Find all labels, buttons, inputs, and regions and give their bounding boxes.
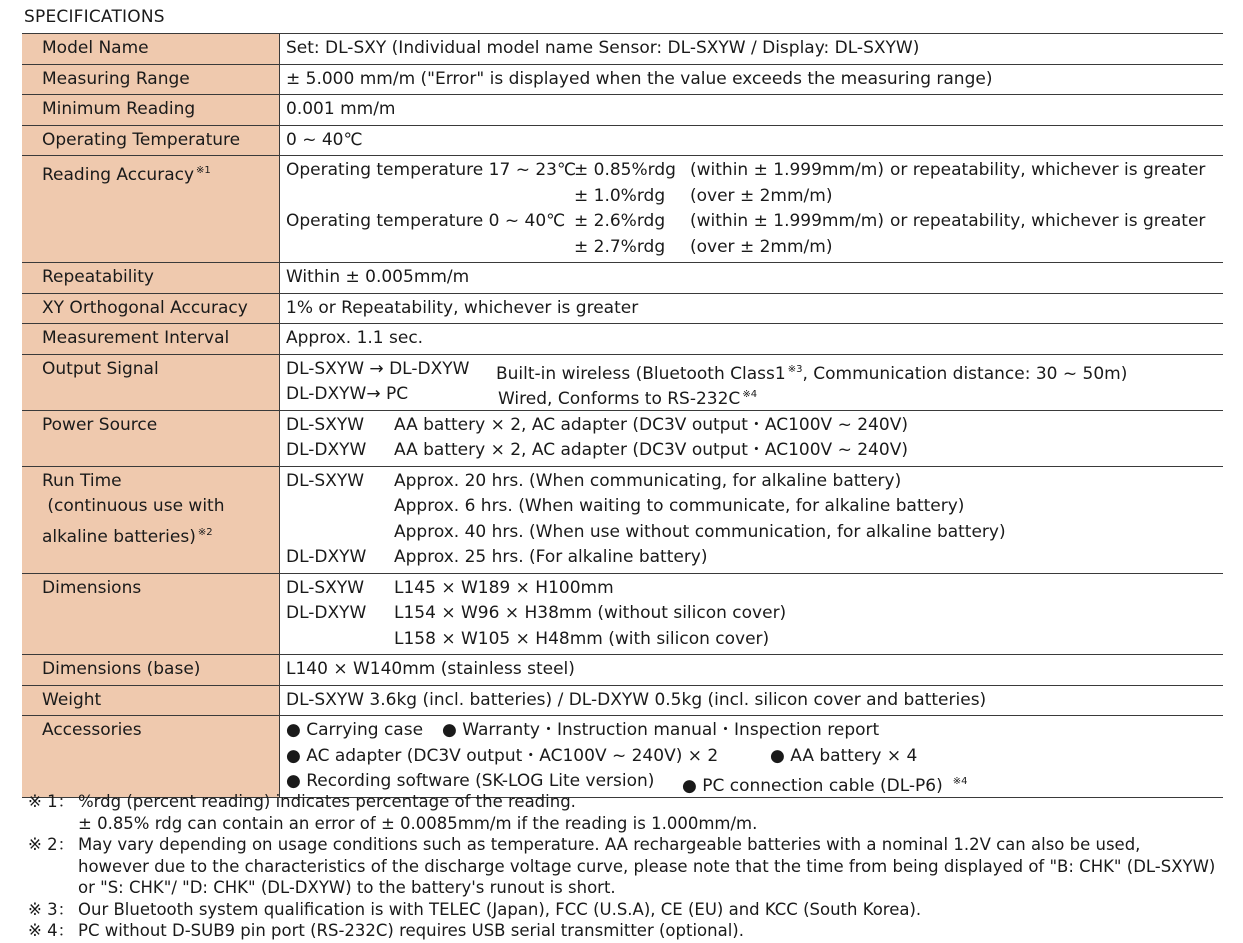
row-label-operating-temperature: Operating Temperature bbox=[22, 125, 280, 156]
runtime-line bbox=[286, 494, 1223, 520]
label-line: Run Time bbox=[42, 470, 122, 491]
runtime-text: Approx. 6 hrs. (When waiting to communicate, for alkaline battery) bbox=[394, 496, 965, 516]
power-line bbox=[286, 438, 1223, 464]
footnote-ref: ※2 bbox=[197, 526, 213, 538]
table-row bbox=[22, 64, 1223, 95]
footnote-mark: ※ 2： bbox=[28, 835, 75, 854]
label-line bbox=[42, 520, 279, 546]
accuracy-range: (within ± 1.999mm/m) bbox=[690, 160, 884, 180]
row-value-operating-temperature: 0 ~ 40℃ bbox=[280, 125, 1224, 156]
row-value-dimensions-base: L140 × W140mm (stainless steel) bbox=[280, 655, 1224, 686]
table-row bbox=[22, 466, 1223, 573]
row-value-reading-accuracy bbox=[280, 156, 1224, 263]
footnote-continuation: however due to the characteristics of the discharge voltage curve, please note that the time from being displayed of "B: CHK" (DL-SXYW) bbox=[78, 856, 1216, 876]
dimension-text: L145 × W189 × H100mm bbox=[394, 577, 614, 598]
accessory-text: ● PC connection cable (DL-P6) bbox=[682, 776, 943, 796]
table-row bbox=[22, 263, 1223, 294]
footnote-text: Our Bluetooth system qualification is with TELEC (Japan), FCC (U.S.A), CE (EU) and KCC (South Korea). bbox=[78, 899, 922, 919]
model-name: DL-SXYW bbox=[286, 470, 365, 491]
table-row bbox=[22, 716, 1223, 798]
signal-desc bbox=[498, 382, 757, 410]
row-label-repeatability: Repeatability bbox=[22, 263, 280, 294]
accessory-item: ● AA battery × 4 bbox=[770, 745, 918, 766]
accessory-item: ● AC adapter (DC3V output・AC100V ~ 240V) × 2 bbox=[286, 745, 719, 766]
footnote bbox=[28, 791, 1215, 813]
signal-desc-text: , Communication distance: 30 ~ 50m) bbox=[802, 363, 1128, 384]
table-row bbox=[22, 95, 1223, 126]
row-value-measuring-range: ± 5.000 mm/m ("Error" is displayed when the value exceeds the measuring range) bbox=[280, 64, 1224, 95]
accuracy-value: ± 0.85%rdg bbox=[574, 160, 676, 180]
signal-path: DL-DXYW→ PC bbox=[286, 384, 409, 404]
accessory-line bbox=[286, 744, 1223, 770]
accuracy-value: ± 2.6%rdg bbox=[574, 211, 666, 231]
row-label-power-source: Power Source bbox=[22, 410, 280, 466]
row-value-xy-orthogonal: 1% or Repeatability, whichever is greater bbox=[280, 293, 1224, 324]
accessory-item: ● Warranty・Instruction manual・Inspection report bbox=[442, 720, 880, 740]
signal-path: DL-SXYW → DL-DXYW bbox=[286, 358, 470, 379]
dimension-line bbox=[286, 601, 1223, 627]
footnote-ref: ※1 bbox=[196, 165, 211, 176]
accuracy-condition: Operating temperature 0 ~ 40℃ bbox=[286, 211, 566, 231]
power-text: AA battery × 2, AC adapter (DC3V output・AC100V ~ 240V) bbox=[394, 414, 908, 435]
runtime-text: Approx. 40 hrs. (When use without communication, for alkaline battery) bbox=[394, 521, 1006, 542]
table-row bbox=[22, 410, 1223, 466]
footnote bbox=[28, 920, 1215, 942]
power-text: AA battery × 2, AC adapter (DC3V output・AC100V ~ 240V) bbox=[394, 440, 908, 460]
footnote bbox=[28, 834, 1215, 856]
row-value-minimum-reading: 0.001 mm/m bbox=[280, 95, 1224, 126]
accessory-item: ● Recording software (SK-LOG Lite version) bbox=[286, 771, 655, 791]
accuracy-line bbox=[286, 158, 1223, 184]
model-name: DL-DXYW bbox=[286, 440, 367, 460]
row-label-dimensions-base: Dimensions (base) bbox=[22, 655, 280, 686]
accuracy-value: ± 1.0%rdg bbox=[574, 185, 666, 206]
table-row bbox=[22, 125, 1223, 156]
footnote-text: May vary depending on usage conditions such as temperature. AA rechargeable batteries with a nominal 1.2V can also be used, bbox=[78, 835, 1141, 854]
row-value-power-source bbox=[280, 410, 1224, 466]
dimension-text: L158 × W105 × H48mm (with silicon cover) bbox=[394, 628, 770, 649]
accuracy-condition: Operating temperature 17 ~ 23℃ bbox=[286, 160, 577, 180]
label-text: alkaline batteries) bbox=[42, 526, 196, 547]
accuracy-line bbox=[286, 235, 1223, 261]
row-value-model-name: Set: DL-SXY (Individual model name Sensor: DL-SXYW / Display: DL-SXYW) bbox=[280, 34, 1224, 65]
row-label-reading-accuracy bbox=[22, 156, 280, 263]
row-value-accessories bbox=[280, 716, 1224, 798]
row-label-dimensions: Dimensions bbox=[22, 573, 280, 655]
table-row bbox=[22, 293, 1223, 324]
accuracy-tail: or repeatability, whichever is greater bbox=[890, 160, 1206, 180]
accuracy-range: (over ± 2mm/m) bbox=[690, 185, 833, 206]
accessory-item: ● Carrying case bbox=[286, 720, 424, 740]
row-label-xy-orthogonal: XY Orthogonal Accuracy bbox=[22, 293, 280, 324]
footnote-ref: ※3 bbox=[787, 363, 803, 375]
signal-desc-text: Wired, Conforms to RS-232C bbox=[498, 389, 741, 409]
row-label-minimum-reading: Minimum Reading bbox=[22, 95, 280, 126]
dimension-line bbox=[286, 576, 1223, 602]
row-label-run-time bbox=[22, 466, 280, 573]
output-line bbox=[286, 382, 1223, 408]
specifications-table bbox=[22, 33, 1223, 798]
output-line bbox=[286, 357, 1223, 383]
table-row bbox=[22, 573, 1223, 655]
row-label-model-name: Model Name bbox=[22, 34, 280, 65]
table-row bbox=[22, 156, 1223, 263]
row-value-output-signal bbox=[280, 354, 1224, 410]
row-label-accessories: Accessories bbox=[22, 716, 280, 798]
accuracy-range: (over ± 2mm/m) bbox=[690, 236, 833, 257]
section-title: SPECIFICATIONS bbox=[24, 7, 165, 27]
row-label-measuring-range: Measuring Range bbox=[22, 64, 280, 95]
table-row bbox=[22, 655, 1223, 686]
row-label-weight: Weight bbox=[22, 685, 280, 716]
runtime-line bbox=[286, 545, 1223, 571]
accessory-line bbox=[286, 718, 1223, 744]
footnote-mark: ※ 4： bbox=[28, 921, 75, 940]
footnotes bbox=[28, 791, 1215, 942]
runtime-line bbox=[286, 469, 1223, 495]
accuracy-line bbox=[286, 209, 1223, 235]
power-line bbox=[286, 413, 1223, 439]
row-value-repeatability: Within ± 0.005mm/m bbox=[280, 263, 1224, 294]
runtime-text: Approx. 25 hrs. (For alkaline battery) bbox=[394, 547, 708, 567]
dimension-text: L154 × W96 × H38mm (without silicon cover) bbox=[394, 603, 787, 623]
footnote-continuation: ± 0.85% rdg can contain an error of ± 0.0085mm/m if the reading is 1.000mm/m. bbox=[78, 813, 758, 833]
footnote-mark: ※ 1： bbox=[28, 792, 75, 811]
accuracy-range: (within ± 1.999mm/m) bbox=[690, 211, 884, 231]
footnote-ref: ※4 bbox=[952, 776, 968, 787]
table-row bbox=[22, 354, 1223, 410]
row-value-measurement-interval: Approx. 1.1 sec. bbox=[280, 324, 1224, 355]
footnote-continuation: or "S: CHK"/ "D: CHK" (DL-DXYW) to the battery's runout is short. bbox=[78, 878, 616, 897]
table-row bbox=[22, 324, 1223, 355]
accuracy-line bbox=[286, 184, 1223, 210]
signal-desc-text: Built-in wireless (Bluetooth Class1 bbox=[496, 363, 786, 384]
runtime-text: Approx. 20 hrs. (When communicating, for alkaline battery) bbox=[394, 470, 902, 491]
dimension-line bbox=[286, 627, 1223, 653]
row-label-measurement-interval: Measurement Interval bbox=[22, 324, 280, 355]
model-name: DL-DXYW bbox=[286, 547, 367, 567]
row-value-dimensions bbox=[280, 573, 1224, 655]
model-name: DL-SXYW bbox=[286, 414, 365, 435]
footnote-mark: ※ 3： bbox=[28, 899, 75, 919]
footnote-ref: ※4 bbox=[742, 389, 758, 400]
table-row bbox=[22, 685, 1223, 716]
model-name: DL-SXYW bbox=[286, 577, 365, 598]
row-label-output-signal: Output Signal bbox=[22, 354, 280, 410]
footnote-text: %rdg (percent reading) indicates percentage of the reading. bbox=[78, 792, 576, 811]
row-value-run-time bbox=[280, 466, 1224, 573]
footnote bbox=[28, 899, 1215, 921]
model-name: DL-DXYW bbox=[286, 603, 367, 623]
label-line: (continuous use with bbox=[42, 496, 225, 516]
accuracy-value: ± 2.7%rdg bbox=[574, 236, 666, 257]
label-text: Reading Accuracy bbox=[42, 165, 195, 185]
accuracy-tail: or repeatability, whichever is greater bbox=[890, 211, 1206, 231]
footnote-text: PC without D-SUB9 pin port (RS-232C) requires USB serial transmitter (optional). bbox=[78, 921, 744, 940]
table-row bbox=[22, 34, 1223, 65]
runtime-line bbox=[286, 520, 1223, 546]
row-value-weight: DL-SXYW 3.6kg (incl. batteries) / DL-DXYW 0.5kg (incl. silicon cover and batteries) bbox=[280, 685, 1224, 716]
